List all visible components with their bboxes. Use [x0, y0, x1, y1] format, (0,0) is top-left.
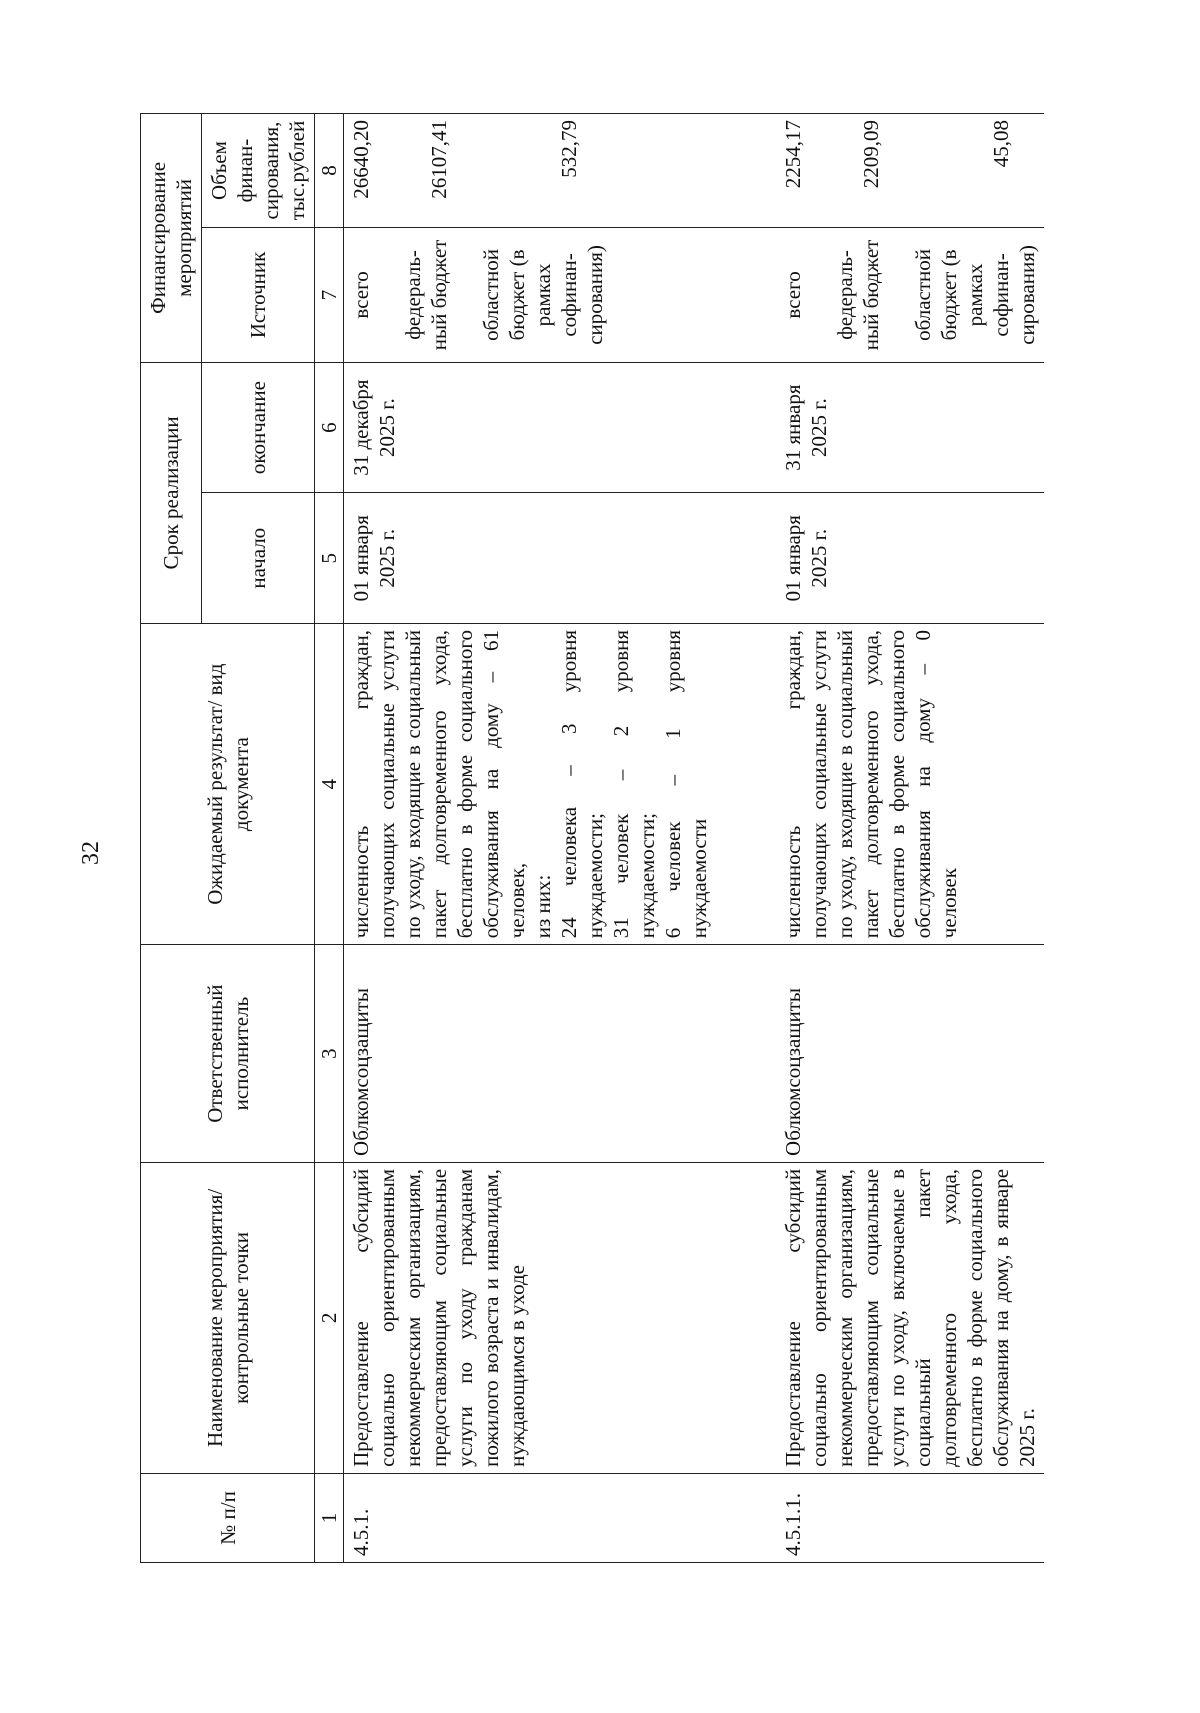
- header-end: окончание: [202, 362, 315, 493]
- result-line: из них:: [531, 874, 555, 939]
- expected-result: [344, 623, 717, 944]
- result-line: 6 человек – 1 уровня нуждаемости: [661, 629, 711, 939]
- column-number-row: [315, 114, 344, 1563]
- spacer-row: [716, 114, 776, 1563]
- funding-amount: 2254,17: [781, 120, 805, 189]
- header-start: начало: [202, 493, 315, 624]
- row-number: 4.5.1.: [344, 1473, 717, 1562]
- executor: Облкомсоцзащиты: [344, 945, 717, 1163]
- expected-result: [776, 623, 1044, 944]
- result-line: численность граждан, получающих социальные услуги по уходу, входящие в социальный пакет долговременного ухода, бесплатно в форме социального обслуживания на дому – 61 человек,: [349, 629, 529, 939]
- funding-source: областной бюджет (в рамках софинан-сирования): [479, 245, 607, 345]
- action-name: Предоставление субсидий социально ориентированным некоммерческим организациям, предоставляющим социальные услуги по уходу гражданам пожилого возраста и инвалидам, нуждающимся в уходе: [344, 1162, 717, 1473]
- funding-amounts: [776, 114, 1044, 228]
- header-row-1: [141, 114, 202, 1563]
- funding-amount: 45,08: [989, 120, 1013, 168]
- funding-sources: [344, 228, 717, 363]
- header-source: Источник: [202, 228, 315, 363]
- row-number: 4.5.1.1.: [776, 1473, 1044, 1562]
- column-number: 7: [315, 228, 344, 363]
- column-number: 1: [315, 1473, 344, 1562]
- header-term: Срок реализации: [141, 362, 202, 623]
- funding-source: федераль-ный бюджет: [401, 239, 451, 351]
- end-date: 31 декабря 2025 г.: [344, 362, 717, 493]
- funding-amount: 26107,41: [427, 120, 451, 199]
- action-name: Предоставление субсидий социально ориентированным некоммерческим организациям, предоставляющим социальные услуги по уходу, включаемые в социальный пакет долговременного ухода, бесплатно в форме социального обслуживания на дому, в январе 2025 г.: [776, 1162, 1044, 1473]
- header-financing: Финансирование мероприятий: [141, 114, 202, 363]
- column-number: 3: [315, 945, 344, 1163]
- header-result: Ожидаемый результат/ вид документа: [141, 623, 315, 944]
- funding-source: федераль-ный бюджет: [833, 239, 883, 351]
- end-date: 31 января 2025 г.: [776, 362, 1044, 493]
- column-number: 6: [315, 362, 344, 493]
- funding-amounts: [344, 114, 717, 228]
- funding-source: всего: [349, 271, 373, 319]
- funding-amount: 532,79: [557, 120, 581, 178]
- funding-source: областной бюджет (в рамках софинан-сирования): [911, 245, 1039, 345]
- executor: Облкомсоцзащиты: [776, 945, 1044, 1163]
- header-action-name: Наименование мероприятия/ контрольные точки: [141, 1162, 315, 1473]
- header-amount: Объем финан-сирования, тыс.рублей: [202, 114, 315, 228]
- column-number: 8: [315, 114, 344, 228]
- header-executor: Ответственный исполнитель: [141, 945, 315, 1163]
- start-date: 01 января 2025 г.: [776, 493, 1044, 624]
- funding-amount: 2209,09: [859, 120, 883, 189]
- action-plan-table: [140, 113, 1044, 1563]
- result-line: численность граждан, получающих социальные услуги по уходу, входящие в социальный пакет долговременного ухода, бесплатно в форме социального обслуживания на дому – 0 человек: [781, 629, 961, 939]
- result-line: 24 человека – 3 уровня нуждаемости;: [557, 629, 607, 939]
- page-number: 32: [78, 841, 104, 865]
- table-row: [776, 114, 1044, 1563]
- column-number: 4: [315, 623, 344, 944]
- column-number: 5: [315, 493, 344, 624]
- funding-source: всего: [781, 271, 805, 319]
- table-row: [344, 114, 717, 1563]
- start-date: 01 января 2025 г.: [344, 493, 717, 624]
- funding-sources: [776, 228, 1044, 363]
- result-line: 31 человек – 2 уровня нуждаемости;: [609, 629, 659, 939]
- column-number: 2: [315, 1162, 344, 1473]
- funding-amount: 26640,20: [349, 120, 373, 199]
- header-number: № п/п: [141, 1473, 315, 1562]
